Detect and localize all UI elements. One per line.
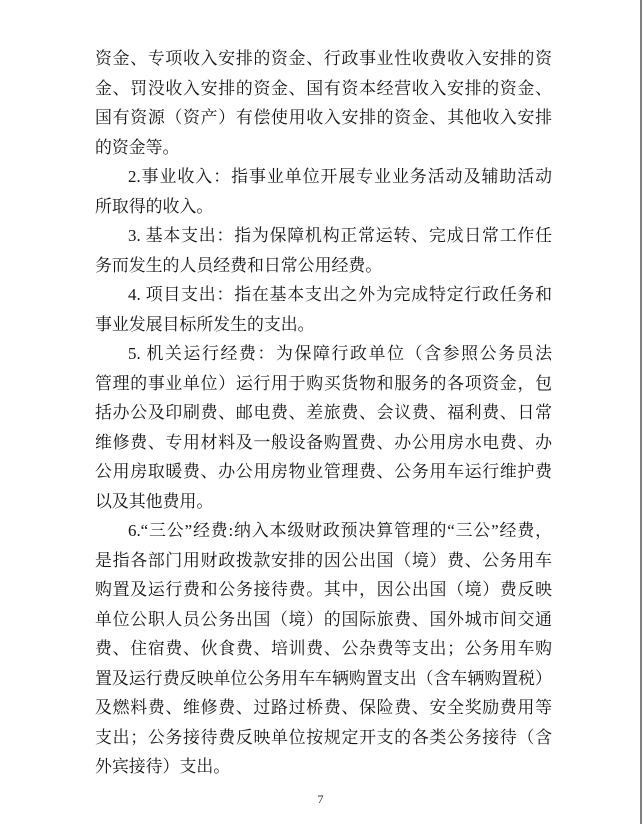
text-line: 6.“三公”经费:纳入本级财政预决算管理的“三公”经费， xyxy=(128,521,552,540)
text-line: 2.事业收入：指事业单位开展专业业务活动及辅助活动 xyxy=(128,167,552,186)
text-line: 4. 项目支出：指在基本支出之外为完成特定行政任务和 xyxy=(128,285,552,304)
text-line: 置及运行费反映单位公务用车车辆购置支出（含车辆购置税） xyxy=(95,668,552,688)
window-edge-divider xyxy=(640,0,642,824)
text-line: 购置及运行费和公务接待费。其中，因公出国（境）费反映 xyxy=(95,580,552,599)
text-line: 资金、专项收入安排的资金、行政事业性收费收入安排的资 xyxy=(95,49,552,68)
text-line: 事业发展目标所发生的支出。 xyxy=(95,314,315,334)
text-line: 以及其他费用。 xyxy=(95,491,214,511)
text-line: 的资金等。 xyxy=(95,137,180,157)
body-text xyxy=(95,44,552,782)
text-line: 务而发生的人员经费和日常公用经费。 xyxy=(95,255,383,275)
text-line: 公用房取暖费、办公用房物业管理费、公务用车运行维护费 xyxy=(95,462,552,481)
text-line: 维修费、专用材料及一般设备购置费、办公用房水电费、办 xyxy=(95,432,552,452)
text-line: 及燃料费、维修费、过路过桥费、保险费、安全奖励费用等 xyxy=(95,698,552,717)
text-line: 5. 机关运行经费：为保障行政单位（含参照公务员法 xyxy=(128,344,552,363)
text-line: 管理的事业单位）运行用于购买货物和服务的各项资金，包 xyxy=(95,373,552,393)
text-line: 费、住宿费、伙食费、培训费、公杂费等支出；公务用车购 xyxy=(95,639,552,658)
text-line: 3. 基本支出：指为保障机构正常运转、完成日常工作任 xyxy=(128,226,552,245)
text-line: 单位公职人员公务出国（境）的国际旅费、国外城市间交通 xyxy=(95,609,552,629)
text-line: 括办公及印刷费、邮电费、差旅费、会议费、福利费、日常 xyxy=(95,403,552,422)
text-line: 国有资源（资产）有偿使用收入安排的资金、其他收入安排 xyxy=(95,108,552,127)
text-line: 支出；公务接待费反映单位按规定开支的各类公务接待（含 xyxy=(95,727,552,747)
page-number: 7 xyxy=(317,792,324,806)
text-line: 是指各部门用财政拨款安排的因公出国（境）费、公务用车 xyxy=(95,550,552,570)
text-line: 所取得的收入。 xyxy=(95,196,214,216)
text-line: 金、罚没收入安排的资金、国有资本经营收入安排的资金、 xyxy=(95,78,552,98)
text-line: 外宾接待）支出。 xyxy=(95,757,231,776)
